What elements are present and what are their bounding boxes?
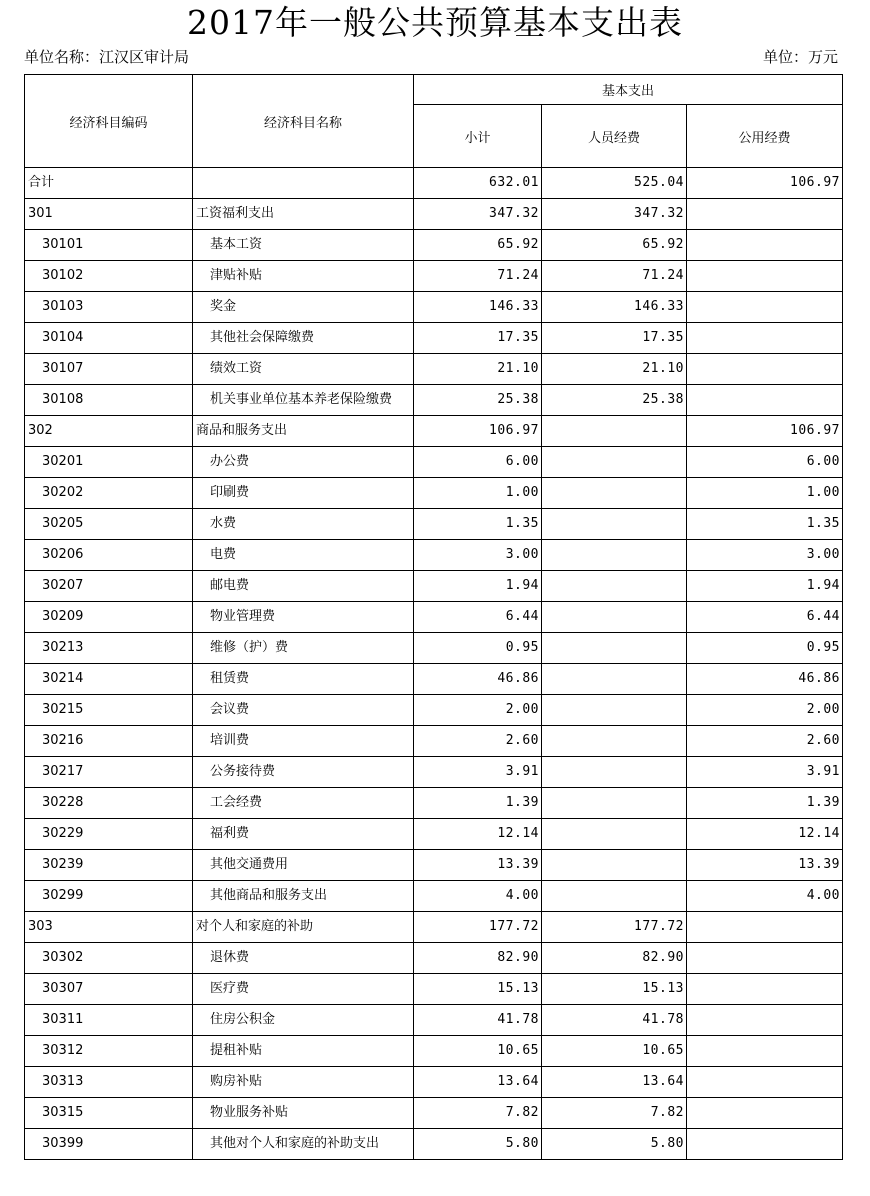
- table-header: [25, 75, 843, 168]
- table-row: [25, 1005, 843, 1036]
- table-row: [25, 695, 843, 726]
- table-row: [25, 881, 843, 912]
- cell-code: 30313: [25, 1067, 193, 1098]
- cell-name: 津贴补贴: [193, 261, 414, 292]
- table-row: [25, 943, 843, 974]
- table-row: [25, 230, 843, 261]
- cell-subtotal: 2.00: [414, 695, 542, 726]
- table-row: [25, 261, 843, 292]
- table-row: [25, 633, 843, 664]
- cell-subtotal: 1.00: [414, 478, 542, 509]
- cell-subtotal: 10.65: [414, 1036, 542, 1067]
- table-row: [25, 416, 843, 447]
- table-row: [25, 168, 843, 199]
- header-public-cost: 公用经费: [687, 105, 843, 168]
- cell-subtotal: 82.90: [414, 943, 542, 974]
- cell-subtotal: 1.35: [414, 509, 542, 540]
- cell-name: 会议费: [193, 695, 414, 726]
- header-personnel-cost: 人员经费: [542, 105, 687, 168]
- cell-subtotal: 13.64: [414, 1067, 542, 1098]
- cell-code: 30307: [25, 974, 193, 1005]
- cell-personnel-cost: 25.38: [542, 385, 687, 416]
- cell-code: 30206: [25, 540, 193, 571]
- cell-name: 机关事业单位基本养老保险缴费: [193, 385, 414, 416]
- table-row: [25, 292, 843, 323]
- cell-code: 30104: [25, 323, 193, 354]
- table-row: [25, 1067, 843, 1098]
- cell-public-cost: 3.00: [687, 540, 843, 571]
- cell-subtotal: 3.00: [414, 540, 542, 571]
- cell-personnel-cost: 71.24: [542, 261, 687, 292]
- cell-personnel-cost: [542, 788, 687, 819]
- cell-name: 奖金: [193, 292, 414, 323]
- cell-code: 30229: [25, 819, 193, 850]
- cell-personnel-cost: 5.80: [542, 1129, 687, 1160]
- table-row: [25, 199, 843, 230]
- cell-subtotal: 0.95: [414, 633, 542, 664]
- cell-personnel-cost: [542, 850, 687, 881]
- unit-name-label: 单位名称：江汉区审计局: [24, 48, 190, 66]
- cell-subtotal: 632.01: [414, 168, 542, 199]
- cell-public-cost: 106.97: [687, 416, 843, 447]
- table-row: [25, 478, 843, 509]
- cell-code: 30302: [25, 943, 193, 974]
- table-row: [25, 323, 843, 354]
- cell-subtotal: 65.92: [414, 230, 542, 261]
- cell-subtotal: 6.44: [414, 602, 542, 633]
- cell-personnel-cost: 15.13: [542, 974, 687, 1005]
- cell-personnel-cost: 177.72: [542, 912, 687, 943]
- cell-code: 303: [25, 912, 193, 943]
- cell-public-cost: 13.39: [687, 850, 843, 881]
- cell-name: 邮电费: [193, 571, 414, 602]
- table-row: [25, 819, 843, 850]
- table-row: [25, 1129, 843, 1160]
- cell-name: 对个人和家庭的补助: [193, 912, 414, 943]
- cell-name: 物业管理费: [193, 602, 414, 633]
- table-row: [25, 509, 843, 540]
- cell-name: 提租补贴: [193, 1036, 414, 1067]
- cell-personnel-cost: 65.92: [542, 230, 687, 261]
- cell-code: 30216: [25, 726, 193, 757]
- cell-code: 301: [25, 199, 193, 230]
- cell-name: 培训费: [193, 726, 414, 757]
- cell-name: 住房公积金: [193, 1005, 414, 1036]
- cell-name: 退休费: [193, 943, 414, 974]
- cell-personnel-cost: [542, 726, 687, 757]
- cell-personnel-cost: [542, 602, 687, 633]
- cell-public-cost: [687, 1036, 843, 1067]
- cell-public-cost: [687, 1067, 843, 1098]
- cell-public-cost: 12.14: [687, 819, 843, 850]
- cell-public-cost: 1.35: [687, 509, 843, 540]
- cell-subtotal: 177.72: [414, 912, 542, 943]
- table-row: [25, 974, 843, 1005]
- header-code: 经济科目编码: [25, 75, 193, 168]
- cell-code: 30311: [25, 1005, 193, 1036]
- table-row: [25, 571, 843, 602]
- cell-public-cost: 46.86: [687, 664, 843, 695]
- cell-name: 医疗费: [193, 974, 414, 1005]
- cell-public-cost: [687, 1129, 843, 1160]
- cell-public-cost: [687, 385, 843, 416]
- cell-code: 30312: [25, 1036, 193, 1067]
- cell-personnel-cost: 13.64: [542, 1067, 687, 1098]
- table-row: [25, 1036, 843, 1067]
- cell-subtotal: 6.00: [414, 447, 542, 478]
- table-body: [25, 168, 843, 1160]
- cell-personnel-cost: [542, 819, 687, 850]
- cell-public-cost: [687, 943, 843, 974]
- cell-code: 30102: [25, 261, 193, 292]
- cell-name: 办公费: [193, 447, 414, 478]
- table-row: [25, 447, 843, 478]
- cell-code: 30214: [25, 664, 193, 695]
- cell-subtotal: 3.91: [414, 757, 542, 788]
- cell-personnel-cost: 82.90: [542, 943, 687, 974]
- cell-personnel-cost: [542, 757, 687, 788]
- cell-code: 30107: [25, 354, 193, 385]
- cell-public-cost: 3.91: [687, 757, 843, 788]
- cell-subtotal: 146.33: [414, 292, 542, 323]
- cell-name: 其他社会保障缴费: [193, 323, 414, 354]
- cell-public-cost: [687, 1098, 843, 1129]
- cell-code: 30207: [25, 571, 193, 602]
- cell-personnel-cost: 7.82: [542, 1098, 687, 1129]
- cell-code: 30399: [25, 1129, 193, 1160]
- cell-subtotal: 46.86: [414, 664, 542, 695]
- table-row: [25, 850, 843, 881]
- cell-subtotal: 4.00: [414, 881, 542, 912]
- cell-personnel-cost: 10.65: [542, 1036, 687, 1067]
- cell-code: 30209: [25, 602, 193, 633]
- cell-code: 30228: [25, 788, 193, 819]
- table-row: [25, 757, 843, 788]
- cell-personnel-cost: 146.33: [542, 292, 687, 323]
- cell-code: 30315: [25, 1098, 193, 1129]
- cell-personnel-cost: [542, 571, 687, 602]
- cell-subtotal: 7.82: [414, 1098, 542, 1129]
- cell-public-cost: 2.60: [687, 726, 843, 757]
- cell-personnel-cost: 17.35: [542, 323, 687, 354]
- cell-name: 绩效工资: [193, 354, 414, 385]
- cell-personnel-cost: [542, 695, 687, 726]
- cell-personnel-cost: [542, 633, 687, 664]
- cell-public-cost: [687, 292, 843, 323]
- cell-public-cost: 106.97: [687, 168, 843, 199]
- cell-public-cost: [687, 230, 843, 261]
- cell-name: 其他交通费用: [193, 850, 414, 881]
- cell-subtotal: 1.39: [414, 788, 542, 819]
- header-name: 经济科目名称: [193, 75, 414, 168]
- cell-code: 30239: [25, 850, 193, 881]
- cell-public-cost: [687, 323, 843, 354]
- cell-subtotal: 13.39: [414, 850, 542, 881]
- cell-name: 水费: [193, 509, 414, 540]
- cell-public-cost: [687, 199, 843, 230]
- cell-public-cost: [687, 261, 843, 292]
- cell-name: 物业服务补贴: [193, 1098, 414, 1129]
- cell-code: 30217: [25, 757, 193, 788]
- cell-subtotal: 5.80: [414, 1129, 542, 1160]
- cell-personnel-cost: [542, 478, 687, 509]
- cell-personnel-cost: [542, 509, 687, 540]
- cell-code: 30201: [25, 447, 193, 478]
- cell-code: 30205: [25, 509, 193, 540]
- table-row: [25, 1098, 843, 1129]
- cell-subtotal: 41.78: [414, 1005, 542, 1036]
- table-row: [25, 354, 843, 385]
- cell-subtotal: 21.10: [414, 354, 542, 385]
- cell-code: 30299: [25, 881, 193, 912]
- cell-public-cost: 0.95: [687, 633, 843, 664]
- cell-code: 30213: [25, 633, 193, 664]
- cell-subtotal: 2.60: [414, 726, 542, 757]
- header-subtotal: 小计: [414, 105, 542, 168]
- cell-code: 合计: [25, 168, 193, 199]
- cell-name: 福利费: [193, 819, 414, 850]
- cell-code: 302: [25, 416, 193, 447]
- cell-subtotal: 1.94: [414, 571, 542, 602]
- cell-subtotal: 15.13: [414, 974, 542, 1005]
- cell-name: 印刷费: [193, 478, 414, 509]
- cell-public-cost: 1.00: [687, 478, 843, 509]
- header-basic-expenditure: 基本支出: [414, 75, 843, 105]
- cell-name: 工资福利支出: [193, 199, 414, 230]
- table-row: [25, 385, 843, 416]
- table-row: [25, 726, 843, 757]
- cell-public-cost: [687, 912, 843, 943]
- cell-code: 30103: [25, 292, 193, 323]
- cell-code: 30202: [25, 478, 193, 509]
- table-row: [25, 664, 843, 695]
- cell-name: 工会经费: [193, 788, 414, 819]
- cell-subtotal: 347.32: [414, 199, 542, 230]
- cell-subtotal: 71.24: [414, 261, 542, 292]
- cell-public-cost: 4.00: [687, 881, 843, 912]
- cell-name: 租赁费: [193, 664, 414, 695]
- cell-name: 基本工资: [193, 230, 414, 261]
- cell-personnel-cost: 347.32: [542, 199, 687, 230]
- cell-personnel-cost: 525.04: [542, 168, 687, 199]
- page-title: 2017年一般公共预算基本支出表: [187, 3, 683, 42]
- cell-personnel-cost: 41.78: [542, 1005, 687, 1036]
- cell-name: 其他对个人和家庭的补助支出: [193, 1129, 414, 1160]
- cell-public-cost: 6.44: [687, 602, 843, 633]
- cell-public-cost: 6.00: [687, 447, 843, 478]
- table-row: [25, 912, 843, 943]
- budget-table: [24, 74, 843, 1160]
- cell-public-cost: [687, 1005, 843, 1036]
- cell-subtotal: 12.14: [414, 819, 542, 850]
- cell-name: 其他商品和服务支出: [193, 881, 414, 912]
- cell-code: 30108: [25, 385, 193, 416]
- cell-name: 维修（护）费: [193, 633, 414, 664]
- cell-subtotal: 17.35: [414, 323, 542, 354]
- cell-public-cost: 1.94: [687, 571, 843, 602]
- table-row: [25, 788, 843, 819]
- cell-personnel-cost: [542, 416, 687, 447]
- cell-code: 30215: [25, 695, 193, 726]
- currency-unit-label: 单位：万元: [762, 48, 838, 66]
- cell-name: 公务接待费: [193, 757, 414, 788]
- cell-public-cost: [687, 974, 843, 1005]
- cell-code: 30101: [25, 230, 193, 261]
- cell-name: 商品和服务支出: [193, 416, 414, 447]
- cell-public-cost: 1.39: [687, 788, 843, 819]
- cell-subtotal: 25.38: [414, 385, 542, 416]
- cell-name: 购房补贴: [193, 1067, 414, 1098]
- cell-public-cost: [687, 354, 843, 385]
- cell-name: [193, 168, 414, 199]
- cell-personnel-cost: [542, 540, 687, 571]
- cell-personnel-cost: [542, 447, 687, 478]
- cell-name: 电费: [193, 540, 414, 571]
- table-row: [25, 540, 843, 571]
- cell-personnel-cost: [542, 881, 687, 912]
- cell-personnel-cost: 21.10: [542, 354, 687, 385]
- table-row: [25, 602, 843, 633]
- cell-personnel-cost: [542, 664, 687, 695]
- cell-public-cost: 2.00: [687, 695, 843, 726]
- cell-subtotal: 106.97: [414, 416, 542, 447]
